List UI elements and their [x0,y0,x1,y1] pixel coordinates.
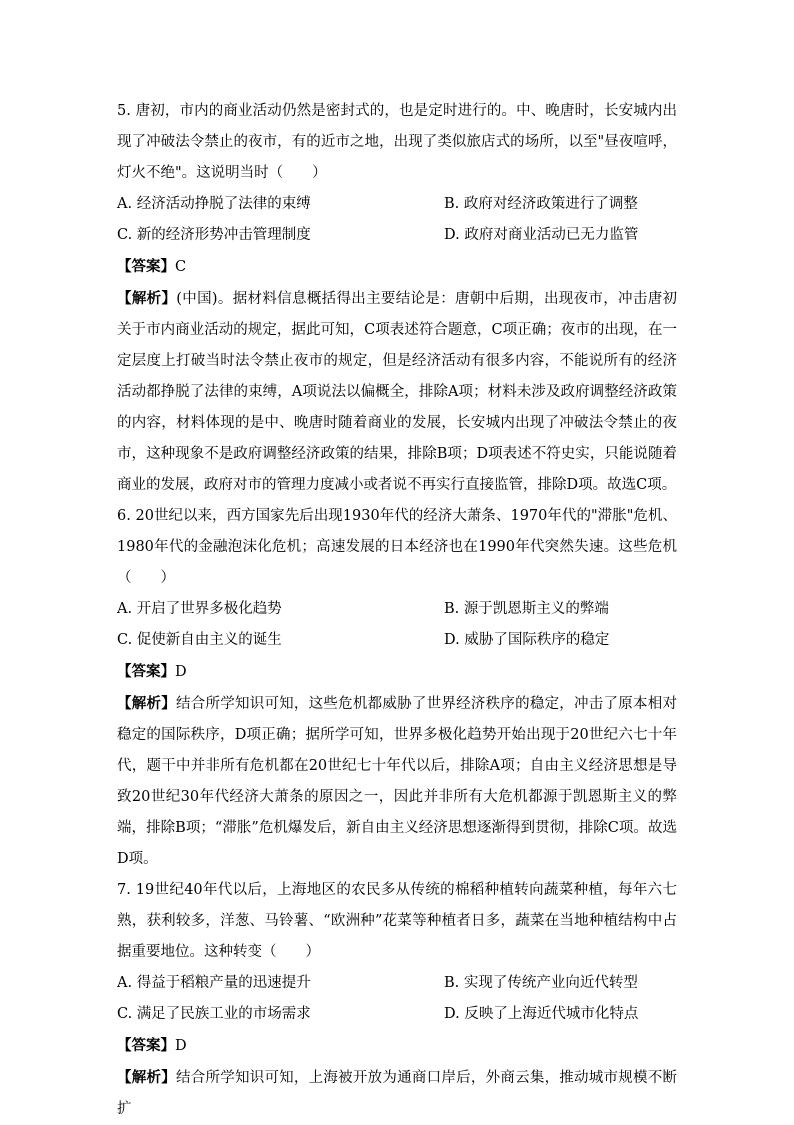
option-a: A. 得益于稻粮产量的迅速提升 [117,975,311,991]
document-page [117,96,677,1125]
question-stem: 7. 19世纪40年代以后，上海地区的农民多从传统的棉稻种植转向蔬菜种植，每年六七熟，获利较多，洋葱、马铃薯、“欧洲种”花菜等种植者日多，蔬菜在当地种植结构中占据重要地位。这种转变（ ） [117,882,677,960]
analysis-tag: 【解析】 [117,1069,176,1086]
answer-tag: 【答案】 [117,258,175,275]
option-b: B. 政府对经济政策进行了调整 [444,196,638,212]
question-7 [117,875,677,1125]
analysis-line [117,283,677,501]
option-c: C. 促使新自由主义的诞生 [117,632,282,648]
question-stem: 6. 20世纪以来，西方国家先后出现1930年代的经济大萧条、1970年代的"滞胀"危机、1980年代的金融泡沫化危机；高速发展的日本经济也在1990年代突然失速。这些危机（ ） [117,508,677,586]
options-grid [117,594,677,656]
question-stem: 5. 唐初，市内的商业活动仍然是密封式的，也是定时进行的。中、晚唐时，长安城内出现了冲破法令禁止的夜市，有的近市之地，出现了类似旅店式的场所，以至"昼夜喧呼，灯火不绝"。这说明当时（ ） [117,103,677,181]
option-a: A. 经济活动挣脱了法律的束缚 [117,196,311,212]
option-d: D. 反映了上海近代城市化特点 [444,1006,639,1022]
analysis-line [117,688,677,875]
option-d: D. 威胁了国际秩序的稳定 [444,632,610,648]
analysis-line [117,1062,677,1125]
analysis-text: 结合所学知识可知，这些危机都威胁了世界经济秩序的稳定，冲击了原本相对稳定的国际秩序，D项正确；据所学可知，世界多极化趋势开始出现于20世纪六七十年代，题干中并非所有危机都在20世纪七十年代以后，排除A项；自由主义经济思想是导致20世纪30年代经济大萧条的原因之一，因此并非所有大危机都源于凯恩斯主义的弊端，排除B项；“滞胀”危机爆发后，新自由主义经济思想逐渐得到贯彻，排除C项。故选D项。 [117,696,678,867]
answer-value: C [175,259,187,275]
options-grid [117,189,677,251]
analysis-text: 结合所学知识可知，上海被开放为通商口岸后，外商云集，推动城市规模不断扩 [117,1070,678,1117]
option-c: C. 新的经济形势冲击管理制度 [117,227,311,243]
answer-tag: 【答案】 [117,1037,175,1054]
option-b: B. 源于凯恩斯主义的弊端 [444,601,609,617]
answer-line [117,251,677,283]
answer-line [117,1030,677,1062]
answer-value: D [175,664,187,680]
analysis-tag: 【解析】 [117,695,176,712]
answer-tag: 【答案】 [117,663,175,680]
answer-value: D [175,1038,187,1054]
option-b: B. 实现了传统产业向近代转型 [444,975,638,991]
answer-line [117,656,677,688]
analysis-tag: 【解析】 [117,290,177,307]
options-grid [117,968,677,1030]
option-a: A. 开启了世界多极化趋势 [117,601,282,617]
analysis-text: (中国)。据材料信息概括得出主要结论是：唐朝中后期，出现夜市，冲击唐初关于市内商业活动的规定，据此可知，C项表述符合题意，C项正确；夜市的出现，在一定层度上打破当时法令禁止夜市的规定，但是经济活动有很多内容，不能说所有的经济活动都挣脱了法律的束缚，A项说法以偏概全，排除A项；材料未涉及政府调整经济政策的内容，材料体现的是中、晚唐时随着商业的发展，长安城内出现了冲破法令禁止的夜市，这种现象不是政府调整经济政策的结果，排除B项；D项表述不符史实，只能说随着商业的发展，政府对市的管理力度减小或者说不再实行直接监管，排除D项。故选C项。 [117,291,678,493]
question-6 [117,501,677,875]
option-d: D. 政府对商业活动已无力监管 [444,227,639,243]
option-c: C. 满足了民族工业的市场需求 [117,1006,311,1022]
question-5 [117,96,677,501]
